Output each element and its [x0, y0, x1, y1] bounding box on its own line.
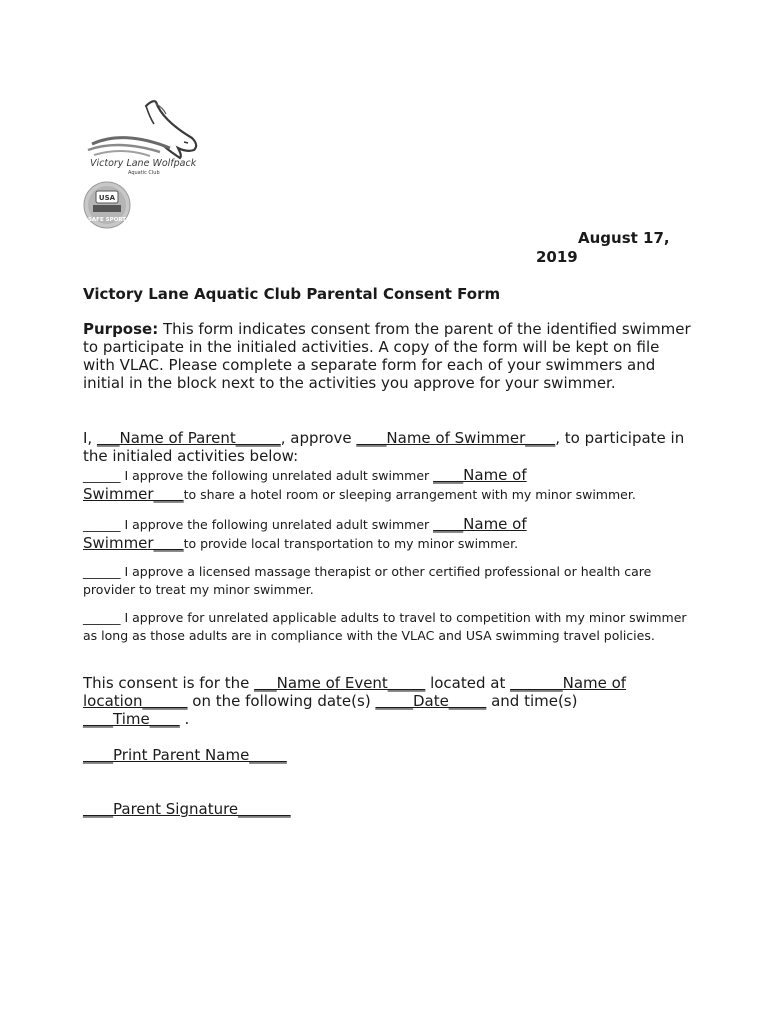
adult-swimmer-name-field-cont[interactable]: Swimmer____	[83, 485, 184, 503]
consent-item: ______ I approve the following unrelated adult swimmer ____Name of Swimmer____to provide local transportation to my minor swimmer.	[83, 515, 527, 552]
date-field[interactable]: _____Date_____	[375, 692, 487, 710]
parent-signature-field[interactable]: ____Parent Signature_______	[83, 800, 291, 818]
parent-name-field[interactable]: ___Name of Parent______	[96, 429, 281, 447]
event-name-field[interactable]: ___Name of Event_____	[254, 674, 426, 692]
date-month-day: August 17,	[578, 229, 670, 247]
time-field[interactable]: ____Time____	[83, 710, 180, 728]
adult-swimmer-name-field-cont[interactable]: Swimmer____	[83, 534, 184, 552]
approval-statement: I, ___Name of Parent______, approve ____Name of Swimmer____, to participate in the initialed activities below:	[83, 429, 685, 465]
badge-bottom-text: SAFE SPORT	[87, 217, 127, 223]
initial-blank[interactable]: ______	[83, 468, 121, 483]
adult-swimmer-name-field[interactable]: ____Name of	[433, 515, 527, 533]
purpose-text: This form indicates consent from the parent of the identified swimmer to participate in the initialed activities. A copy of the form will be kept on file with VLAC. Please complete a separate form for each of your swimmers and initial in the block next to the activities you approve for your swimmer.	[83, 320, 691, 392]
purpose-paragraph	[83, 320, 693, 392]
safe-sport-badge	[82, 180, 132, 230]
consent-item: ______ I approve the following unrelated adult swimmer ____Name of Swimmer____to share a hotel room or sleeping arrangement with my minor swimmer.	[83, 466, 636, 503]
club-name: Victory Lane Wolfpack	[90, 158, 197, 169]
consent-item: ______ I approve a licensed massage therapist or other certified professional or health care provider to treat my minor swimmer.	[83, 564, 652, 597]
badge-top-text: USA	[98, 194, 116, 202]
date-year: 2019	[536, 248, 578, 266]
form-title: Victory Lane Aquatic Club Parental Consent Form	[83, 285, 501, 303]
purpose-label: Purpose:	[83, 320, 159, 338]
location-field[interactable]: _______Name of location______	[83, 674, 627, 710]
print-parent-name-field[interactable]: ____Print Parent Name_____	[83, 746, 287, 764]
initial-blank[interactable]: ______	[83, 517, 121, 532]
wolfpack-logo	[84, 98, 204, 178]
consent-event-statement: This consent is for the ___Name of Event_____ located at _______Name of location______ on the following date(s) _____Date_____ and time(s) ____Time____ .	[83, 674, 627, 728]
consent-item: ______ I approve for unrelated applicable adults to travel to competition with my minor swimmer as long as those adults are in compliance with the VLAC and USA swimming travel policies.	[83, 610, 687, 643]
initial-blank[interactable]: ______	[83, 564, 121, 579]
club-subtitle: Aquatic Club	[128, 170, 160, 176]
initial-blank[interactable]: ______	[83, 610, 121, 625]
adult-swimmer-name-field[interactable]: ____Name of	[433, 466, 527, 484]
swimmer-name-field[interactable]: ____Name of Swimmer____	[356, 429, 556, 447]
